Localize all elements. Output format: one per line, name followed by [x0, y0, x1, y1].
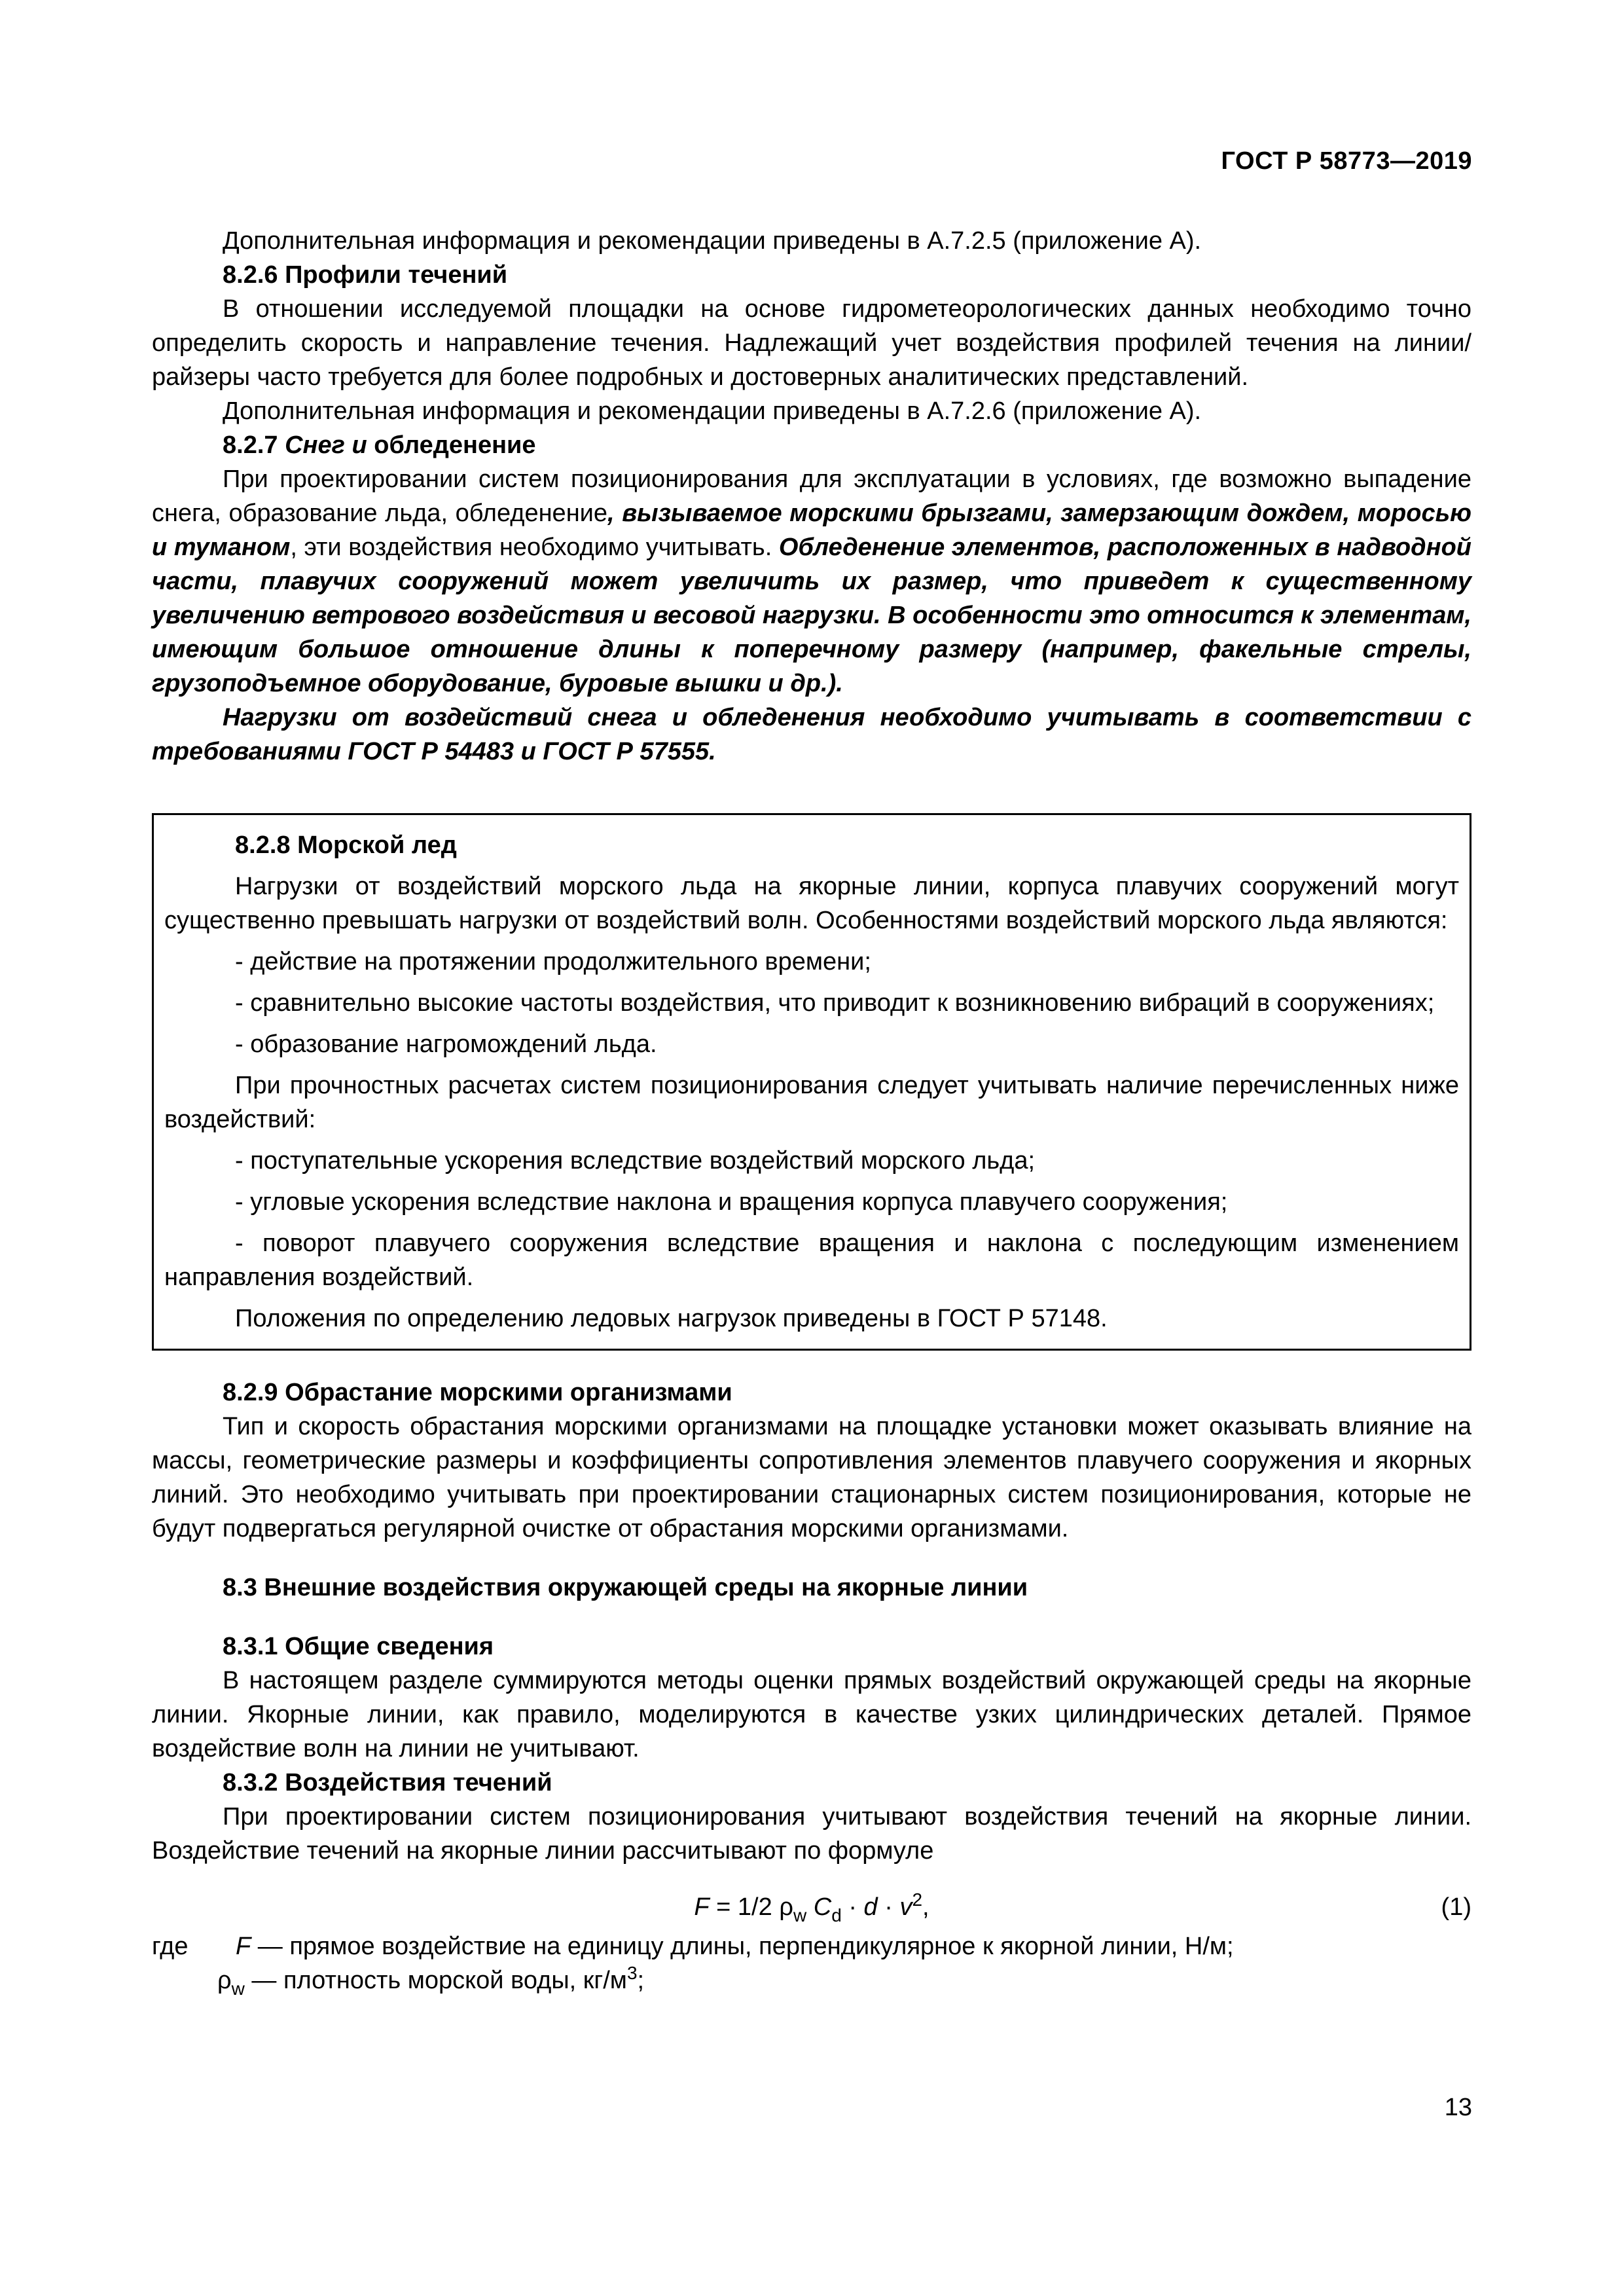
list-item: - действие на протяжении продолжительного времени; [235, 948, 871, 975]
formula-symbol-F: F [694, 1893, 710, 1921]
paragraph-general-info: В настоящем разделе суммируются методы оценки прямых воздействий окружающей среды на якорные линии. Якорные линии, как правило, моделируются в качестве узких цилиндрических деталей. Прямое воздействие волн на линии не учитывают. [152, 1667, 1471, 1762]
page-content [152, 224, 1471, 1997]
section-heading-8-3: 8.3 Внешние воздействия окружающей среды на якорные линии [223, 1574, 1028, 1601]
formula-symbol-d: d [863, 1893, 878, 1921]
heading-italic-part: Снег и [285, 431, 367, 459]
section-heading-8-3-1: 8.3.1 Общие сведения [223, 1633, 494, 1660]
formula-sub-d: d [831, 1905, 842, 1925]
snow-text-plain-2: , эти воздействия необходимо учитывать. [290, 534, 779, 561]
paragraph-snow-icing [152, 462, 1471, 701]
section-heading-8-2-9: 8.2.9 Обрастание морскими организмами [223, 1379, 732, 1406]
formula-sup-2: 2 [912, 1889, 923, 1910]
list-item: - образование нагромождений льда. [235, 1030, 657, 1058]
formula-1 [152, 1890, 1471, 1924]
list-item: - поступательные ускорения вследствие воздействий морского льда; [235, 1147, 1036, 1175]
paragraph-ref-a725: Дополнительная информация и рекомендации приведены в А.7.2.5 (приложение А). [223, 227, 1202, 255]
formula-sub-w: w [793, 1905, 807, 1925]
document-code: ГОСТ Р 58773—2019 [1221, 147, 1472, 175]
paragraph-sea-ice-intro: Нагрузки от воздействий морского льда на якорные линии, корпуса плавучих сооружений могут существенно превышать нагрузки от воздействий волн. Особенностями воздействий морского льда являются: [164, 873, 1459, 934]
formula-equals: = 1/2 [709, 1893, 780, 1921]
formula-symbol-v: v [899, 1893, 912, 1921]
page-number: 13 [1444, 2094, 1472, 2121]
formula-row [152, 1890, 1471, 1929]
where-desc-rho: — плотность морской воды, кг/м [244, 1967, 627, 1994]
snow-text-plain-1: При проектировании систем позиционирования для эксплуатации в условиях, где возможно выпадение снега, образование льда, обледенение [152, 465, 1471, 527]
list-item: - угловые ускорения вследствие наклона и вращения корпуса плавучего сооружения; [235, 1188, 1228, 1216]
snow-text-emph-2: Обледенение элементов, расположенных в надводной части, плавучих сооружений может увеличить их размер, что приведет к существенному увеличению ветрового воздействия и весовой нагрузки. В особенности это относится к элементам, имеющим большое отношение длины к поперечному размеру (например, факельные стрелы, грузоподъемное оборудование, буровые вышки и др.). [152, 534, 1471, 697]
list-item: - поворот плавучего сооружения вследствие вращения и наклона с последующим изменением направления воздействий. [164, 1230, 1459, 1291]
where-symbol-rho: ρ [217, 1967, 232, 1994]
paragraph-ref-a726: Дополнительная информация и рекомендации приведены в А.7.2.6 (приложение А). [223, 397, 1202, 425]
formula-dot: · [877, 1893, 900, 1921]
where-label: где [152, 1933, 189, 1960]
where-sup-3: 3 [626, 1963, 638, 1983]
where-desc-F: — прямое воздействие на единицу длины, перпендикулярное к якорной линии, Н/м; [251, 1933, 1234, 1960]
formula-comma: , [922, 1893, 929, 1921]
where-line-F [152, 1929, 1471, 1963]
snow-text-emph-1: , вызываемое морскими брызгами, замерзающим дождем, моросью и туманом [152, 500, 1472, 561]
section-heading-8-3-2: 8.3.2 Воздействия течений [223, 1769, 552, 1796]
formula-symbol-C: C [813, 1893, 832, 1921]
heading-rest-part: обледенение [374, 431, 536, 459]
heading-number: 8.2.7 [223, 431, 278, 459]
paragraph-current-actions: При проектировании систем позиционирования учитывают воздействия течений на якорные линии. Воздействие течений на якорные линии рассчитывают по формуле [152, 1803, 1471, 1865]
where-symbol-F: F [236, 1933, 251, 1960]
where-end: ; [637, 1967, 645, 1994]
paragraph-biofouling: Тип и скорость обрастания морскими организмами на площадке установки может оказывать влияние на массы, геометрические размеры и коэффициенты сопротивления элементов плавучего сооружения и якорных линий. Это необходимо учитывать при проектировании стационарных систем позиционирования, которые не будут подвергаться регулярной очистке от обрастания морскими организмами. [152, 1413, 1471, 1542]
sea-ice-box [152, 813, 1471, 1351]
where-sub-w: w [231, 1978, 245, 1999]
section-heading-8-2-7 [152, 428, 1471, 462]
section-heading-8-2-8: 8.2.8 Морской лед [235, 831, 457, 859]
section-heading-8-2-6: 8.2.6 Профили течений [223, 261, 508, 289]
formula-number: (1) [1441, 1893, 1471, 1921]
formula-dot: · [841, 1893, 864, 1921]
paragraph-sea-ice-closing: Положения по определению ледовых нагрузок приведены в ГОСТ Р 57148. [235, 1305, 1108, 1332]
paragraph-snow-loads: Нагрузки от воздействий снега и обледенения необходимо учитывать в соответствии с требованиями ГОСТ Р 54483 и ГОСТ Р 57555. [152, 704, 1471, 765]
list-item: - сравнительно высокие частоты воздействия, что приводит к возникновению вибраций в сооружениях; [235, 989, 1435, 1017]
formula-symbol-rho: ρ [779, 1893, 793, 1921]
where-line-rho [152, 1963, 1471, 1997]
paragraph-current-profiles: В отношении исследуемой площадки на основе гидрометеорологических данных необходимо точно определить скорость и направление течения. Надлежащий учет воздействия профилей течения на линии/райзеры часто требуется для более подробных и достоверных аналитических представлений. [152, 295, 1471, 391]
paragraph-sea-ice-mid: При прочностных расчетах систем позиционирования следует учитывать наличие перечисленных ниже воздействий: [164, 1072, 1459, 1133]
